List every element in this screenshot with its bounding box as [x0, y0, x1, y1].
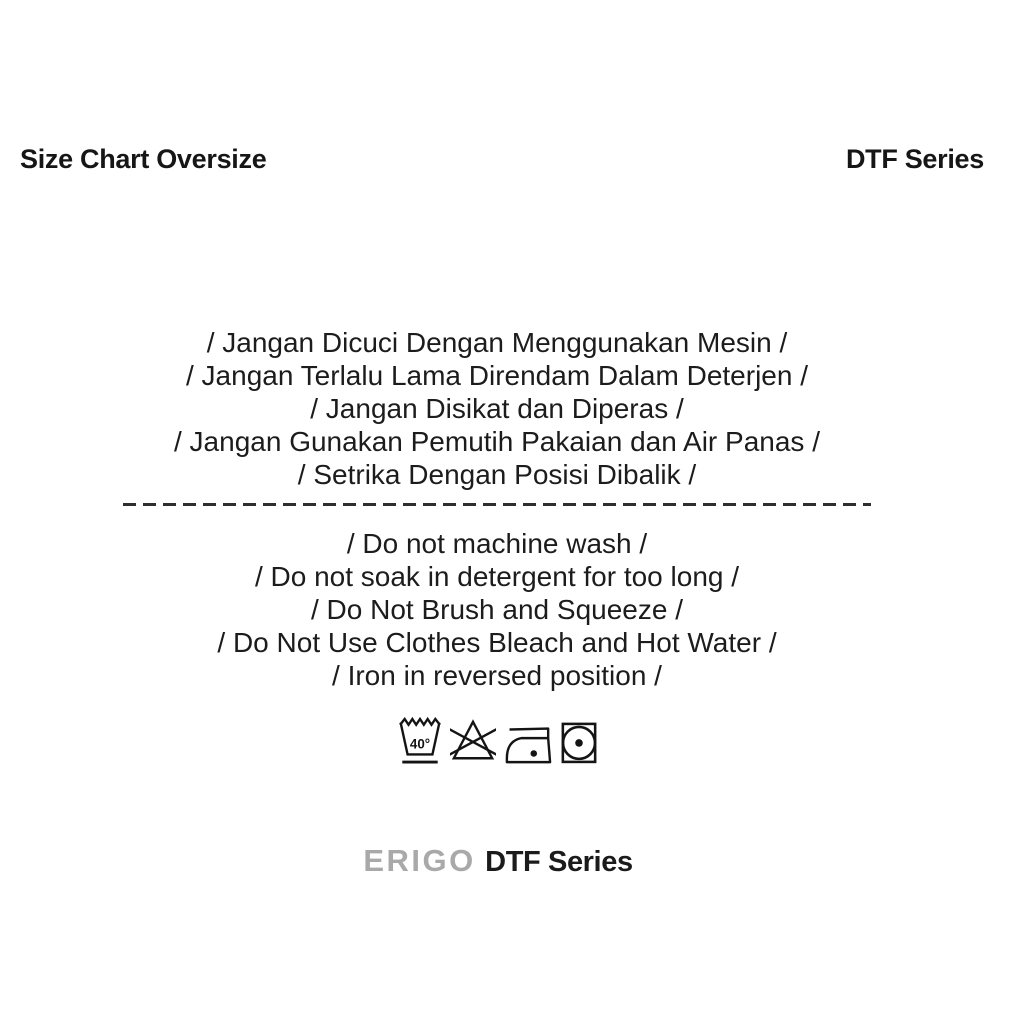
- iron-low-heat-icon: [504, 714, 552, 768]
- care-line-id: / Setrika Dengan Posisi Dibalik /: [297, 459, 697, 490]
- brand-logo: [0, 843, 996, 879]
- wash-40-mild-icon: [398, 714, 442, 768]
- care-instructions-indonesian: [0, 326, 994, 491]
- care-line-id: / Jangan Dicuci Dengan Menggunakan Mesin /: [206, 327, 788, 358]
- care-instructions-english: [0, 527, 994, 692]
- page-title: Size Chart Oversize: [20, 144, 267, 174]
- wash-temperature-label: 40°: [409, 736, 431, 752]
- care-line-en: / Do Not Use Clothes Bleach and Hot Water /: [217, 627, 777, 658]
- brand-series-label: DTF Series: [485, 846, 633, 878]
- tumble-dry-icon: [560, 714, 598, 768]
- care-line-en: / Do not machine wash /: [346, 528, 648, 559]
- care-symbols-row: [0, 714, 996, 768]
- do-not-bleach-icon: [450, 714, 496, 768]
- header: [0, 144, 1024, 175]
- care-line-en: / Iron in reversed position /: [332, 660, 662, 691]
- care-line-id: / Jangan Terlalu Lama Direndam Dalam Deterjen /: [185, 360, 808, 391]
- care-line-id: / Jangan Disikat dan Diperas /: [310, 393, 684, 424]
- care-line-en: / Do not soak in detergent for too long /: [254, 561, 740, 592]
- dashed-separator: [123, 503, 871, 506]
- care-line-en: / Do Not Brush and Squeeze /: [311, 594, 683, 625]
- care-line-id: / Jangan Gunakan Pemutih Pakaian dan Air Panas /: [174, 426, 820, 457]
- header-series-label: DTF Series: [845, 144, 984, 174]
- brand-erigo-wordmark: ERIGO: [363, 843, 476, 878]
